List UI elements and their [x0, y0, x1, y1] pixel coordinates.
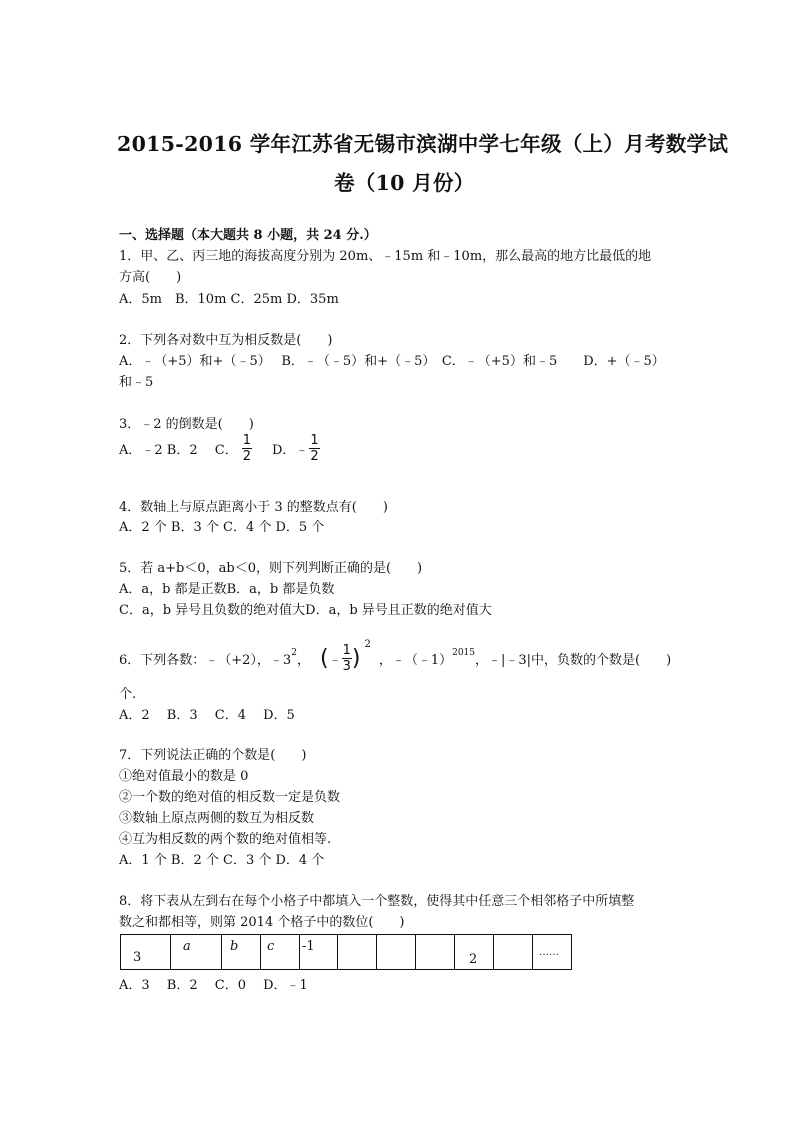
- q7-stem: 7．下列说法正确的个数是( ): [119, 748, 307, 763]
- q4-stem: 4．数轴上与原点距离小于 3 的整数点有( ): [119, 500, 388, 515]
- q5-options-line-1: A．a，b 都是正数B．a，b 都是负数: [119, 582, 335, 597]
- q8-stem-line-1: 8．将下表从左到右在每个小格子中都填入一个整数，使得其中任意三个相邻格子中所填整: [119, 894, 635, 909]
- q2-options-line-1: A．﹣（+5）和+（﹣5） B．﹣（﹣5）和+（﹣5） C．﹣（+5）和﹣5 D．+（﹣5）: [119, 354, 665, 369]
- q3-stem: 3．﹣2 的倒数是( ): [119, 417, 254, 432]
- q7-item-4: ④互为相反数的两个数的绝对值相等.: [119, 832, 332, 847]
- grid-cell: 3: [121, 935, 171, 970]
- q3-option-d: D．﹣: [271, 443, 309, 458]
- grid-cell: b: [222, 935, 261, 970]
- q3-fraction-c: [242, 434, 252, 463]
- q7-item-3: ③数轴上原点两侧的数互为相反数: [119, 811, 315, 826]
- q8-options: A．3 B．2 C．0 D．﹣1: [119, 978, 308, 993]
- grid-cell: [494, 935, 533, 970]
- title-line-1: 2015-2016 学年江苏省无锡市滨湖中学七年级（上）月考数学试: [117, 132, 729, 156]
- grid-cell: a: [171, 935, 222, 970]
- q3-fraction-d: [309, 434, 319, 463]
- q6-fraction-numerator: 1: [342, 643, 351, 658]
- q6-fraction: [342, 644, 352, 673]
- q5-stem: 5．若 a+b＜0，ab＜0，则下列判断正确的是( ): [119, 561, 423, 576]
- q6-stem-part-2: ，: [296, 653, 310, 668]
- q7-options: A．1 个 B．2 个 C．3 个 D．4 个: [119, 853, 325, 868]
- q3-fraction-c-numerator: 1: [242, 433, 251, 448]
- q1-stem-line-1: 1．甲、乙、丙三地的海拔高度分别为 20m、﹣15m 和﹣10m，那么最高的地方比最低的地: [119, 249, 652, 264]
- title-line-2: 卷（10 月份）: [334, 171, 475, 195]
- q4-options: A．2 个 B．3 个 C．4 个 D．5 个: [119, 520, 325, 535]
- grid-cell: [338, 935, 377, 970]
- q8-number-grid: [120, 934, 572, 970]
- q6-exponent-1: 2: [291, 647, 297, 658]
- q6-exponent-3: 2015: [452, 647, 476, 658]
- q6-options: A．2 B．3 C．4 D．5: [119, 708, 295, 723]
- section-heading: 一、选择题（本大题共 8 小题，共 24 分.）: [119, 228, 377, 243]
- q3-fraction-c-denominator: 2: [242, 449, 251, 464]
- q5-options-line-2: C．a，b 异号且负数的绝对值大D．a，b 异号且正数的绝对值大: [119, 603, 492, 618]
- q6-stem: [119, 639, 672, 674]
- q3-options: [119, 434, 320, 463]
- q6-fraction-sign: ﹣: [328, 653, 342, 668]
- q3-options-ab: A．﹣2 B．2 C．: [119, 443, 238, 458]
- q2-stem: 2．下列各对数中互为相反数是( ): [119, 333, 333, 348]
- right-paren: ): [351, 646, 361, 671]
- grid-cell: [377, 935, 416, 970]
- q1-stem-line-2: 方高( ): [119, 270, 182, 285]
- q6-stem-part-4: ，﹣|﹣3|中，负数的个数是( ): [475, 653, 672, 668]
- q8-stem-line-2: 数之和都相等，则第 2014 个格子中的数位( ): [119, 915, 405, 930]
- grid-cell: ……: [533, 935, 572, 970]
- q3-fraction-d-denominator: 2: [310, 449, 319, 464]
- q6-stem-line-2: 个.: [119, 687, 137, 702]
- q2-options-line-2: 和﹣5: [119, 375, 154, 390]
- q6-exponent-2: 2: [364, 639, 371, 650]
- left-paren: (: [319, 646, 329, 671]
- q7-item-1: ①绝对值最小的数是 0: [119, 769, 249, 784]
- grid-cell: [416, 935, 455, 970]
- q6-fraction-denominator: 3: [342, 659, 351, 674]
- q1-options: A．5m B．10m C．25m D．35m: [119, 292, 339, 307]
- q6-stem-part-3: ，﹣（﹣1）: [378, 653, 453, 668]
- grid-cell: -1: [300, 935, 338, 970]
- q6-stem-part-1: 6．下列各数：﹣（+2），﹣3: [119, 653, 292, 668]
- q7-item-2: ②一个数的绝对值的相反数一定是负数: [119, 790, 341, 805]
- grid-cell: 2: [455, 935, 494, 970]
- grid-cell: c: [261, 935, 300, 970]
- q3-fraction-d-numerator: 1: [310, 433, 319, 448]
